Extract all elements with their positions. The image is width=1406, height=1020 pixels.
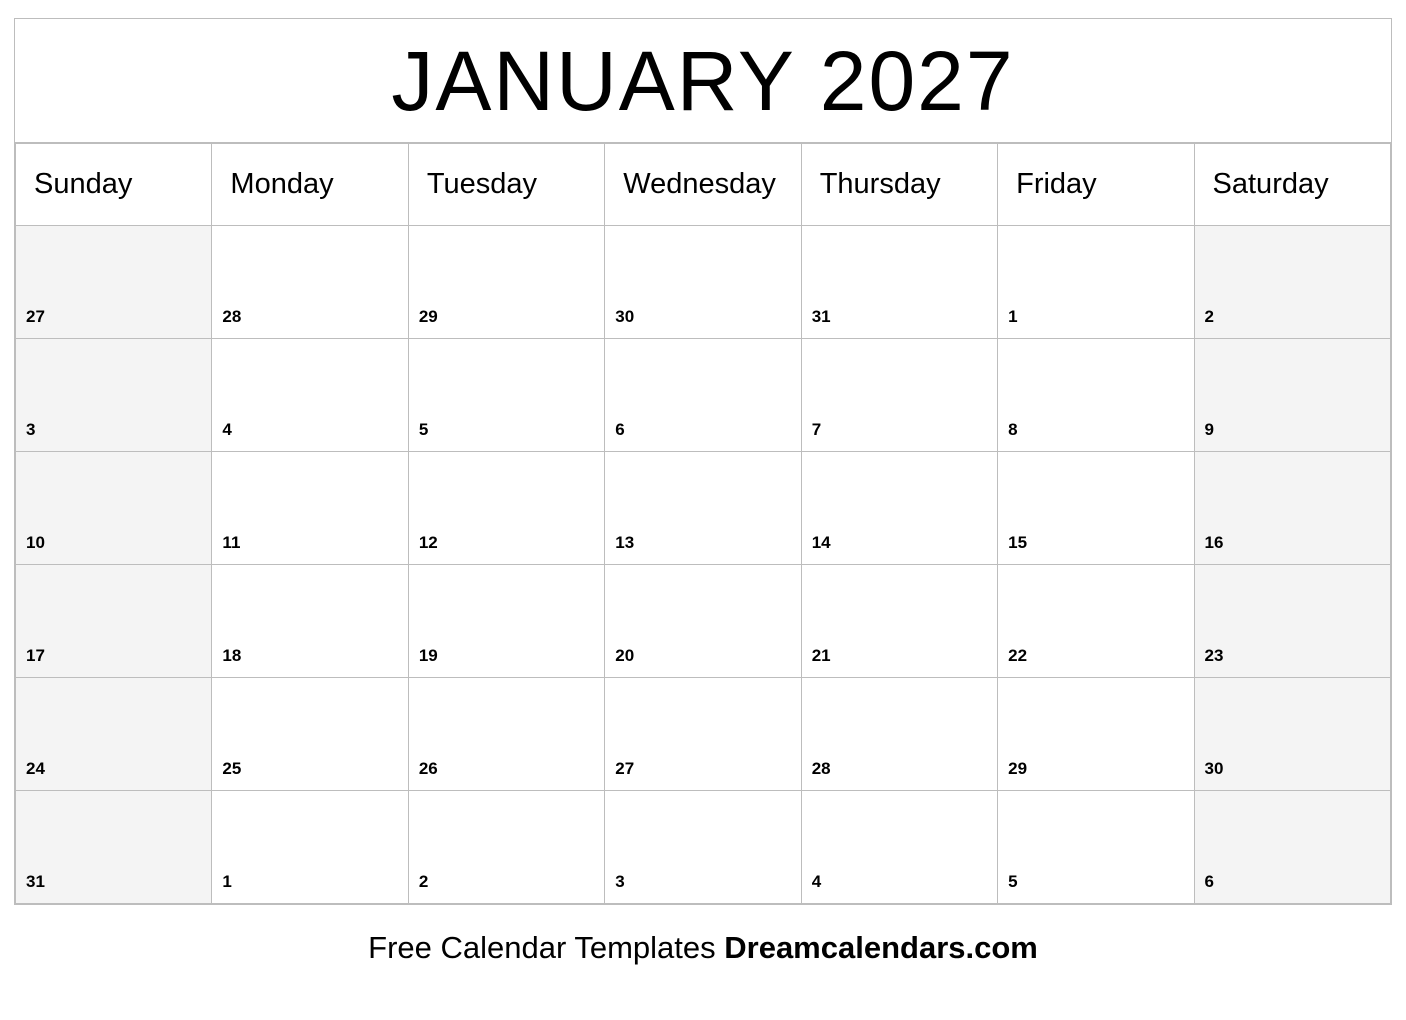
day-cell[interactable] (801, 226, 997, 339)
day-cell[interactable] (1194, 452, 1390, 565)
day-cell[interactable] (408, 339, 604, 452)
calendar-week-row (16, 452, 1391, 565)
day-cell[interactable] (605, 791, 801, 904)
day-cell[interactable] (801, 565, 997, 678)
day-cell[interactable] (212, 452, 408, 565)
weekday-header-row (16, 144, 1391, 226)
day-cell[interactable] (16, 339, 212, 452)
day-number: 6 (615, 420, 625, 439)
calendar-grid (15, 143, 1391, 904)
day-number: 22 (1008, 646, 1028, 665)
day-cell[interactable] (605, 339, 801, 452)
weekday-header-sunday: Sunday (16, 144, 212, 226)
day-number: 6 (1204, 872, 1214, 891)
day-cell[interactable] (408, 226, 604, 339)
day-number: 1 (1008, 307, 1018, 326)
day-number: 28 (222, 307, 242, 326)
day-number: 26 (418, 759, 438, 778)
weekday-header-monday: Monday (212, 144, 408, 226)
day-cell[interactable] (998, 791, 1194, 904)
footer (0, 930, 1406, 966)
day-number: 12 (418, 533, 438, 552)
day-cell[interactable] (801, 678, 997, 791)
day-cell[interactable] (605, 226, 801, 339)
day-cell[interactable] (1194, 678, 1390, 791)
day-number: 24 (26, 759, 45, 778)
day-cell[interactable] (408, 452, 604, 565)
calendar-week-row (16, 791, 1391, 904)
day-number: 1 (222, 872, 232, 891)
day-number: 3 (26, 420, 36, 439)
day-cell[interactable] (16, 791, 212, 904)
day-cell[interactable] (801, 339, 997, 452)
day-cell[interactable] (212, 565, 408, 678)
day-cell[interactable] (605, 678, 801, 791)
day-number: 16 (1204, 533, 1224, 552)
day-number: 27 (615, 759, 635, 778)
calendar-container (14, 18, 1392, 905)
weekday-header-thursday: Thursday (801, 144, 997, 226)
day-number: 13 (615, 533, 635, 552)
day-cell[interactable] (1194, 339, 1390, 452)
day-number: 29 (1008, 759, 1028, 778)
day-cell[interactable] (605, 452, 801, 565)
day-cell[interactable] (16, 226, 212, 339)
day-cell[interactable] (212, 226, 408, 339)
day-number: 31 (26, 872, 45, 891)
day-cell[interactable] (801, 791, 997, 904)
calendar-week-row (16, 565, 1391, 678)
day-cell[interactable] (408, 678, 604, 791)
day-number: 5 (1008, 872, 1018, 891)
day-number: 14 (811, 533, 831, 552)
day-cell[interactable] (212, 678, 408, 791)
day-number: 2 (1204, 307, 1214, 326)
day-cell[interactable] (605, 565, 801, 678)
day-cell[interactable] (16, 565, 212, 678)
footer-brand-link[interactable]: Dreamcalendars.com (724, 930, 1038, 965)
day-cell[interactable] (16, 452, 212, 565)
page-title: JANUARY 2027 (391, 33, 1015, 128)
day-number: 28 (811, 759, 831, 778)
day-cell[interactable] (998, 565, 1194, 678)
weekday-header-wednesday: Wednesday (605, 144, 801, 226)
day-cell[interactable] (998, 452, 1194, 565)
day-number: 25 (222, 759, 242, 778)
calendar-title-row (15, 19, 1391, 143)
day-cell[interactable] (801, 452, 997, 565)
day-cell[interactable] (998, 339, 1194, 452)
day-number: 4 (222, 420, 232, 439)
day-number: 4 (811, 872, 822, 891)
calendar-week-row (16, 678, 1391, 791)
day-cell[interactable] (1194, 565, 1390, 678)
calendar-week-row (16, 339, 1391, 452)
day-number: 21 (811, 646, 831, 665)
day-number: 8 (1008, 420, 1018, 439)
day-cell[interactable] (212, 339, 408, 452)
weekday-header-tuesday: Tuesday (408, 144, 604, 226)
day-number: 9 (1204, 420, 1214, 439)
day-cell[interactable] (16, 678, 212, 791)
calendar-week-row (16, 226, 1391, 339)
day-cell[interactable] (998, 226, 1194, 339)
weekday-header-saturday: Saturday (1194, 144, 1390, 226)
footer-lead-text: Free Calendar Templates (368, 930, 725, 965)
day-cell[interactable] (408, 565, 604, 678)
day-cell[interactable] (1194, 226, 1390, 339)
day-cell[interactable] (408, 791, 604, 904)
day-number: 27 (26, 307, 45, 326)
day-number: 29 (418, 307, 438, 326)
day-cell[interactable] (212, 791, 408, 904)
day-number: 31 (811, 307, 831, 326)
day-number: 20 (615, 646, 635, 665)
day-number: 30 (615, 307, 635, 326)
day-number: 10 (26, 533, 45, 552)
day-number: 2 (418, 872, 429, 891)
weekday-header-friday: Friday (998, 144, 1194, 226)
day-number: 7 (811, 420, 822, 439)
day-number: 19 (418, 646, 438, 665)
day-cell[interactable] (1194, 791, 1390, 904)
day-number: 3 (615, 872, 625, 891)
day-number: 5 (418, 420, 429, 439)
day-number: 17 (26, 646, 45, 665)
day-number: 15 (1008, 533, 1028, 552)
day-number: 11 (222, 533, 241, 552)
day-cell[interactable] (998, 678, 1194, 791)
day-number: 23 (1204, 646, 1224, 665)
day-number: 30 (1204, 759, 1224, 778)
day-number: 18 (222, 646, 242, 665)
